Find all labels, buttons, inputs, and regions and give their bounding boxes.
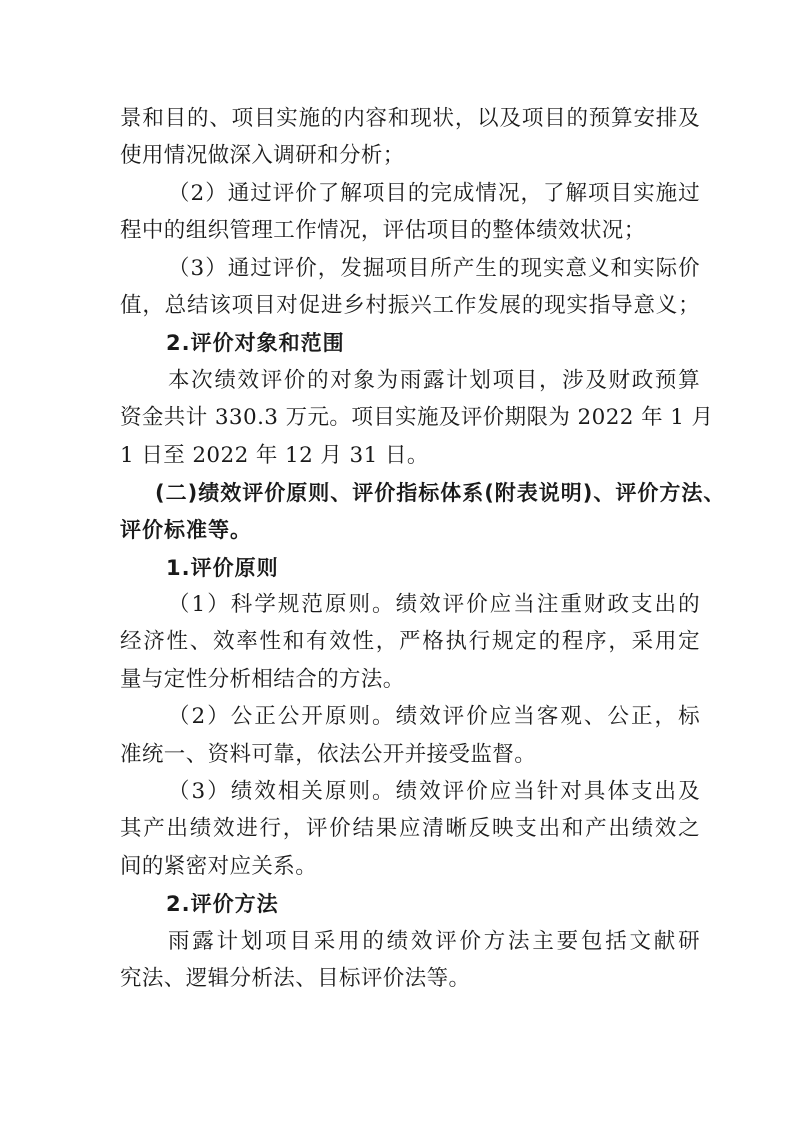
paragraph-line: 景和目的、项目实施的内容和现状，以及项目的预算安排及 (120, 106, 700, 131)
paragraph-line: 本次绩效评价的对象为雨露计划项目，涉及财政预算 (168, 368, 700, 393)
paragraph-line: 经济性、效率性和有效性，严格执行规定的程序，采用定 (120, 629, 700, 654)
paragraph-line: （2）公正公开原则。绩效评价应当客观、公正，标 (168, 704, 700, 729)
paragraph-line: （3）通过评价，发掘项目所产生的现实意义和实际价 (168, 256, 700, 281)
section-heading: 2.评价对象和范围 (166, 331, 345, 355)
paragraph-line: 究法、逻辑分析法、目标评价法等。 (120, 966, 471, 991)
paragraph-line: 量与定性分析相结合的方法。 (120, 667, 405, 692)
paragraph-line: （3）绩效相关原则。绩效评价应当针对具体支出及 (168, 779, 700, 804)
paragraph-line: 程中的组织管理工作情况，评估项目的整体绩效状况； (120, 218, 646, 243)
section-heading: 1.评价原则 (166, 556, 279, 580)
paragraph-line: 使用情况做深入调研和分析； (120, 143, 405, 168)
section-heading: 2.评价方法 (166, 892, 279, 916)
paragraph-line: 值，总结该项目对促进乡村振兴工作发展的现实指导意义； (120, 293, 700, 318)
section-heading: (二)绩效评价原则、评价指标体系(附表说明)、评价方法、 (155, 481, 726, 505)
paragraph-line: 1 日至 2022 年 12 月 31 日。 (120, 443, 429, 468)
section-heading: 评价标准等。 (120, 518, 252, 542)
paragraph-line: 其产出绩效进行，评价结果应清晰反映支出和产出绩效之 (120, 816, 700, 841)
paragraph-line: 准统一、资料可靠，依法公开并接受监督。 (120, 742, 537, 767)
paragraph-line: 资金共计 330.3 万元。项目实施及评价期限为 2022 年 1 月 (120, 405, 714, 430)
paragraph-line: 间的紧密对应关系。 (120, 854, 318, 879)
paragraph-line: 雨露计划项目采用的绩效评价方法主要包括文献研 (168, 929, 700, 954)
paragraph-line: （1）科学规范原则。绩效评价应当注重财政支出的 (168, 592, 700, 617)
paragraph-line: （2）通过评价了解项目的完成情况，了解项目实施过 (168, 181, 700, 206)
